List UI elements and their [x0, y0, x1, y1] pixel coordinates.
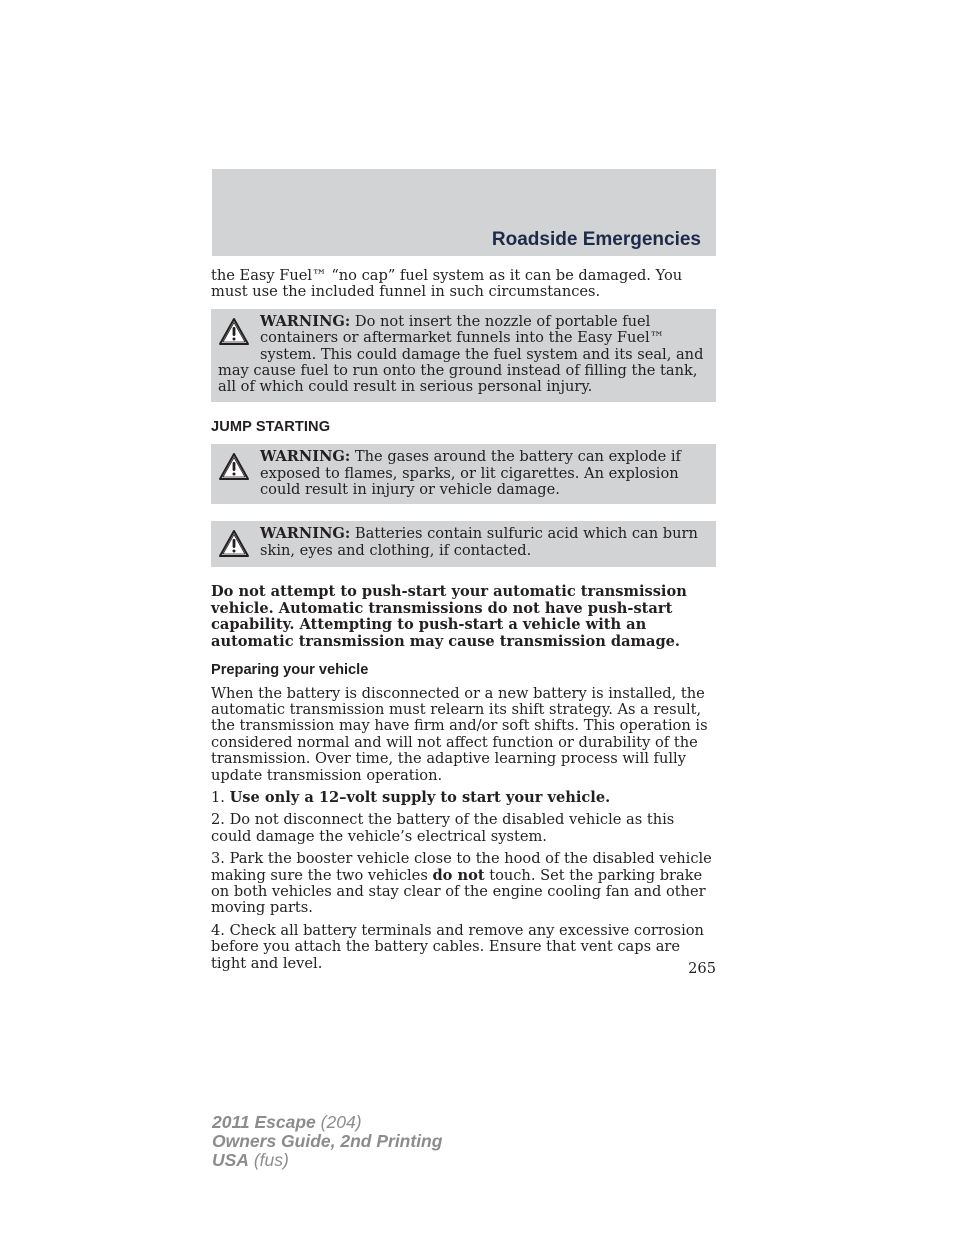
footer-line-3 — [212, 1151, 442, 1170]
page-number: 265 — [688, 960, 716, 977]
step-number: 1. — [211, 788, 225, 806]
warning-label: WARNING: — [260, 525, 351, 543]
warning-triangle-icon — [218, 317, 250, 347]
footer-market: USA — [212, 1150, 249, 1170]
step-4: 4. Check all battery terminals and remove any excessive corrosion before you attach the battery cables. Ensure that vent caps are tight and level. — [211, 921, 704, 972]
preparing-paragraph: When the battery is disconnected or a new battery is installed, the automatic transmission must relearn its shift strategy. As a result, the transmission may have firm and/or soft shifts. This operation is considered normal and will not affect function or durability of the transmission. Over time, the adaptive learning process will fully update transmission operation. — [211, 684, 708, 784]
footer-line-2: Owners Guide, 2nd Printing — [212, 1131, 443, 1151]
step-1-bold-text: Use only a 12–volt supply to start your vehicle. — [229, 788, 611, 806]
header-band — [212, 169, 716, 256]
step-3 — [211, 851, 716, 917]
step-3-text-a: 3. Park the booster vehicle close to the hood of the disabled vehicle making sure the two vehicles — [211, 850, 712, 884]
footer-line-1 — [212, 1113, 442, 1132]
page-body — [211, 268, 716, 972]
warning-body: The gases around the battery can explode if exposed to flames, sparks, or lit cigarettes. An explosion could result in injury or vehicle damage. — [260, 448, 681, 499]
page-title: Roadside Emergencies — [491, 229, 701, 250]
warning-box-fuel — [211, 309, 716, 402]
sub-heading: Preparing your vehicle — [211, 662, 369, 679]
section-heading: JUMP STARTING — [211, 418, 331, 435]
warning-label: WARNING: — [260, 448, 351, 466]
warning-text — [218, 314, 709, 396]
footer-model-code: (204) — [320, 1112, 362, 1132]
warning-triangle-icon — [218, 452, 250, 482]
step-3-text-b: touch. Set the parking brake on both vehicles and stay clear of the engine cooling fan and other moving parts. — [211, 866, 706, 917]
push-start-notice: Do not attempt to push-start your automatic transmission vehicle. Automatic transmissions do not have push-start capability. Attempting to push-start a vehicle with an automatic transmission may cause transmission damage. — [211, 583, 687, 650]
warning-body: Do not insert the nozzle of portable fuel containers or aftermarket funnels into the Easy Fuel™ system. This could damage the fuel system and its seal, and may cause fuel to run onto the ground instead of filling the tank, all of which could result in serious personal injury. — [218, 312, 704, 396]
warning-triangle-icon — [218, 529, 250, 559]
warning-label: WARNING: — [260, 312, 351, 330]
step-1 — [211, 790, 716, 806]
footer-market-code: (fus) — [253, 1150, 289, 1170]
warning-body: Batteries contain sulfuric acid which can burn skin, eyes and clothing, if contacted. — [260, 525, 698, 559]
step-3-emphasis: do not — [432, 866, 485, 884]
footer-imprint — [212, 1113, 442, 1170]
warning-text — [218, 449, 709, 498]
footer-model: 2011 Escape — [212, 1112, 316, 1132]
step-2: 2. Do not disconnect the battery of the disabled vehicle as this could damage the vehicle’s electrical system. — [211, 811, 675, 845]
warning-box-battery-gases — [211, 444, 716, 504]
warning-box-sulfuric-acid — [211, 521, 716, 567]
intro-paragraph: the Easy Fuel™ “no cap” fuel system as it can be damaged. You must use the included funnel in such circumstances. — [211, 267, 683, 301]
warning-text — [218, 526, 709, 559]
